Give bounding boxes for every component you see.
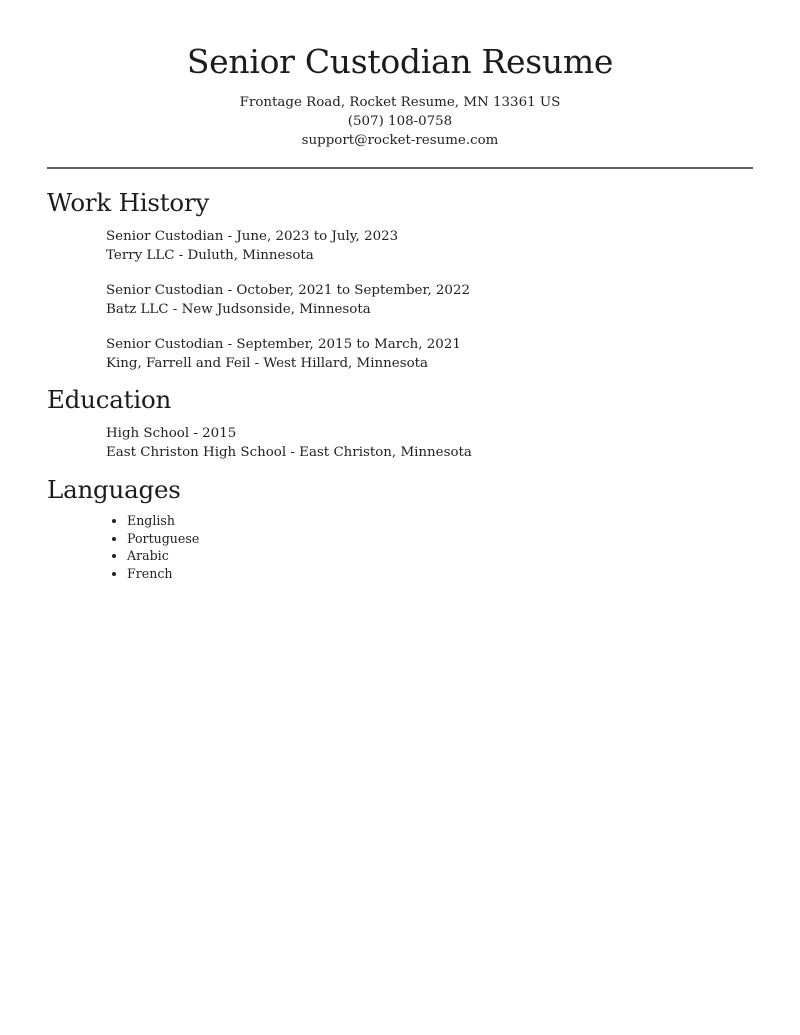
work-entry-company: King, Farrell and Feil - West Hillard, Minnesota bbox=[106, 356, 428, 371]
language-item: • Arabic bbox=[127, 547, 199, 565]
work-entry-position: Senior Custodian - September, 2015 to March, 2021 bbox=[106, 337, 461, 352]
work-entry bbox=[106, 281, 470, 319]
contact-block bbox=[47, 93, 753, 150]
contact-address: Frontage Road, Rocket Resume, MN 13361 US bbox=[239, 95, 561, 110]
work-entry-position: Senior Custodian - October, 2021 to September, 2022 bbox=[106, 283, 470, 298]
education-entry-degree: High School - 2015 bbox=[106, 426, 237, 441]
resume-title: Senior Custodian Resume bbox=[186, 42, 614, 81]
education-entry-school: East Christon High School - East Christon, Minnesota bbox=[106, 445, 472, 460]
education-entry bbox=[106, 424, 472, 462]
language-item: • English bbox=[127, 512, 199, 530]
work-entry-position: Senior Custodian - June, 2023 to July, 2023 bbox=[106, 229, 399, 244]
language-item: • French bbox=[127, 565, 199, 583]
work-entry-company: Terry LLC - Duluth, Minnesota bbox=[106, 248, 314, 263]
work-entry bbox=[106, 335, 461, 373]
work-entry-company: Batz LLC - New Judsonside, Minnesota bbox=[106, 302, 371, 317]
language-item: • Portuguese bbox=[127, 530, 199, 548]
section-title-work-history: Work History bbox=[47, 188, 210, 217]
header-divider bbox=[47, 167, 753, 169]
contact-email: support@rocket-resume.com bbox=[301, 133, 499, 148]
contact-phone: (507) 108-0758 bbox=[347, 114, 453, 129]
languages-list bbox=[106, 512, 199, 583]
work-entry bbox=[106, 227, 398, 265]
section-title-education: Education bbox=[47, 385, 172, 414]
section-title-languages: Languages bbox=[47, 475, 181, 504]
